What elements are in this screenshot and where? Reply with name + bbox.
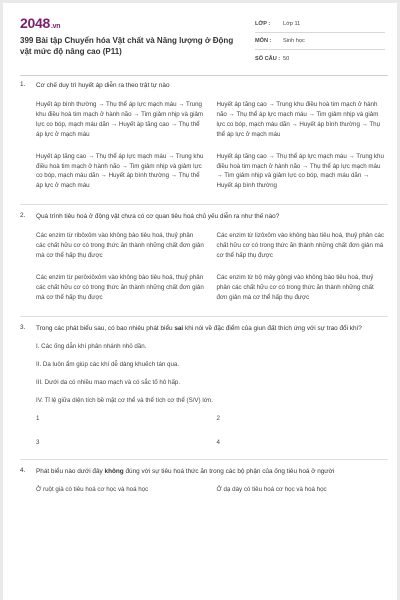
header-divider [20, 75, 388, 76]
question-number: 2. [20, 212, 26, 220]
answer-option-c[interactable]: 3 [36, 438, 40, 446]
answer-option-c[interactable]: Các enzim từ perôxiôxôm vào không bào tiêu hoá, thuỷ phân các chất hữu cơ có trong thức ăn thành những chất đơn giản mà cơ thể hấp thụ được [36, 273, 204, 301]
statement-item: III. Dưới da có nhiều mao mạch và có sắc tố hô hấp. [36, 378, 181, 386]
answer-options [36, 485, 385, 495]
question-number: 4. [20, 466, 26, 474]
answer-option-d[interactable]: Huyết áp tăng cao → Thụ thể áp lực mạch máu → Trung khu điều hoà tim mạch ở hành não → Thụ thể áp lực mạch máu → Tim giảm nhịp và giảm lực co bóp, mạch máu dãn → Huyết áp bình thường [216, 152, 384, 190]
question-number: 3. [20, 323, 26, 331]
meta-value: 50 [283, 55, 290, 62]
question-2 [3, 212, 397, 316]
site-logo[interactable]: 2048.vn [20, 15, 61, 31]
answer-option-a[interactable]: Các enzim từ ribôxôm vào không bào tiêu hoá, thuỷ phân các chất hữu cơ có trong thức ăn thành những chất đơn giản mà cơ thể hấp thụ được [36, 232, 204, 260]
answer-option-b[interactable]: 2 [216, 414, 220, 422]
meta-value: Sinh học [283, 38, 305, 44]
meta-row-subject [255, 33, 385, 50]
statement-item: IV. Tỉ lệ giữa diện tích bề mặt cơ thể và thể tích cơ thể (S/V) lớn. [36, 396, 213, 404]
question-text: Quá trình tiêu hoá ở động vật chưa có cơ quan tiêu hoá chủ yếu diễn ra như thế nào? [36, 213, 280, 221]
question-text: Cơ chế duy trì huyết áp diễn ra theo trật tự nào [36, 82, 170, 89]
question-list [3, 81, 397, 495]
answer-option-c[interactable]: Huyết áp tăng cao → Thụ thể áp lực mạch máu → Trung khu điều hoà tim mạch ở hành não → Tim giảm nhịp và giảm lực co bóp, mạch máu dãn → Huyết áp bình thường → Thụ thể áp lực ở mạch máu [36, 152, 204, 190]
document-title: 399 Bài tập Chuyển hóa Vật chất và Năng lượng ở Động vật mức độ nâng cao (P11) [20, 36, 234, 56]
question-divider [20, 459, 388, 460]
meta-value: Lớp 11 [283, 21, 301, 27]
meta-key: SỐ CÂU : [255, 55, 281, 62]
question-divider [20, 204, 388, 205]
meta-key: LỚP : [255, 21, 271, 27]
question-4 [3, 467, 397, 495]
answer-option-a[interactable]: Huyết áp bình thường → Thụ thể áp lực mạch máu → Trung khu điều hoà tim mạch ở hành não → Tim giảm nhịp và giảm lực co bóp, mạch máu dãn → Huyết áp tăng cao → Thụ thể áp lực ở mạch máu [36, 101, 204, 138]
question-number: 1. [20, 81, 26, 88]
question-text: Trong các phát biểu sau, có bao nhiêu phát biểu sai khi nói về đặc điểm của giun đất thích ứng với sự trao đổi khí? [36, 324, 362, 332]
meta-row-count [255, 50, 385, 67]
answer-option-a[interactable]: 1 [36, 414, 40, 422]
statement-item: II. Da luôn ẩm giúp các khí dễ dàng khuếch tán qua. [36, 360, 180, 368]
answer-options [36, 231, 385, 302]
answer-option-b[interactable]: Các enzim từ lizôxôm vào không bào tiêu hoá, thuỷ phân các chất hữu cơ có trong thức ăn thành những chất đơn giản mà cơ thể hấp thụ được [216, 232, 385, 260]
page-header [3, 3, 397, 73]
answer-option-d[interactable]: 4 [216, 438, 220, 446]
meta-row-grade [255, 16, 385, 33]
answer-option-b[interactable]: Ở dạ dày có tiêu hoá cơ học và hoá học [216, 485, 327, 493]
statement-list [36, 342, 385, 406]
question-3 [3, 324, 397, 460]
statement-item: I. Các ống dẫn khí phân nhánh nhỏ dần. [36, 342, 147, 350]
question-text: Phát biểu nào dưới đây không đúng với sự tiêu hoá thức ăn trong các bộ phận của ống tiêu hoá ở người [36, 467, 335, 475]
answer-option-d[interactable]: Các enzim từ bộ máy gôngi vào không bào tiêu hoá, thuỷ phân các chất hữu cơ có trong thức ăn thành những chất đơn giản mà cơ thể hấp thụ được [216, 273, 374, 301]
answer-option-b[interactable]: Huyết áp tăng cao → Trung khu điều hoà tim mạch ở hành não → Thụ thể áp lực mạch máu → Tim giảm nhịp và giảm lực co bóp, mạch máu dãn → Huyết áp bình thường → Thụ thể áp lực ở mạch máu [216, 101, 381, 138]
meta-box [255, 16, 385, 67]
answer-option-a[interactable]: Ở ruột già có tiêu hoá cơ học và hoá học [36, 485, 149, 493]
meta-key: MÔN : [255, 38, 272, 44]
question-divider [20, 316, 388, 317]
answer-options [36, 414, 385, 448]
answer-options [36, 100, 385, 191]
document-page [3, 3, 397, 600]
question-1 [3, 81, 397, 205]
